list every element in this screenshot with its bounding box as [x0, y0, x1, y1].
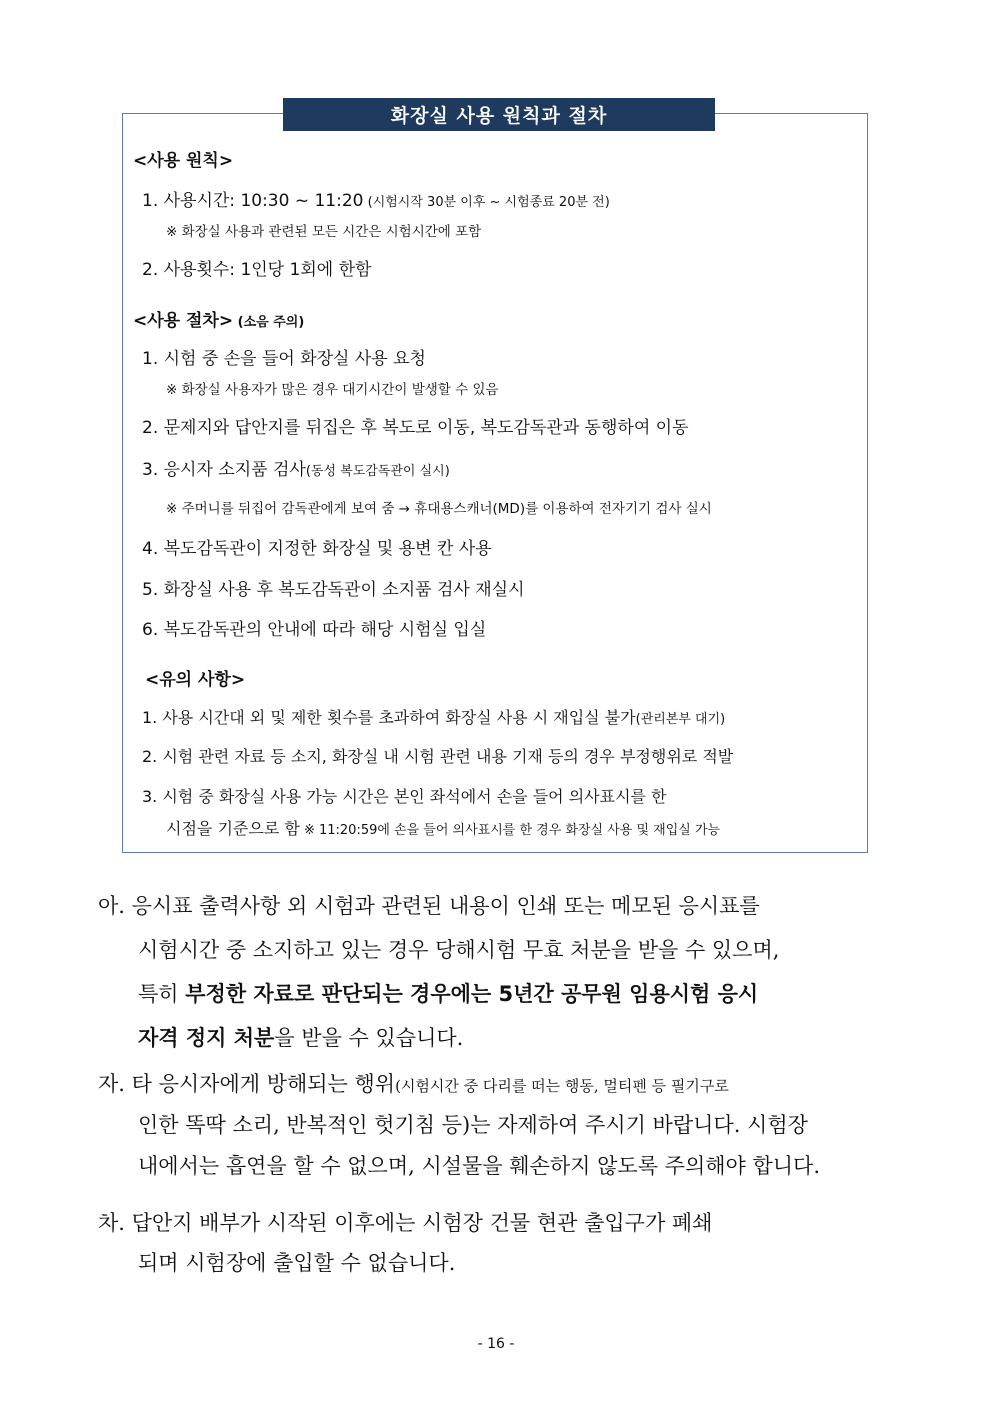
page-number: - 16 -: [477, 1336, 515, 1352]
procedure-item: 2. 문제지와 답안지를 뒤집은 후 복도로 이동, 복도감독관과 동행하여 이동: [142, 418, 689, 438]
box-title: 화장실 사용 원칙과 절차: [283, 98, 715, 131]
principles-heading: <사용 원칙>: [133, 151, 234, 171]
procedure-note: ※ 화장실 사용자가 많은 경우 대기시간이 발생할 수 있음: [166, 382, 499, 398]
caution-item: 2. 시험 관련 자료 등 소지, 화장실 내 시험 관련 내용 기재 등의 경우 부정행위로 적발: [142, 747, 734, 766]
caution-item-continued: 시점을 기준으로 함 ※ 11:20:59에 손을 들어 의사표시를 한 경우 화장실 사용 및 재입실 가능: [166, 819, 721, 838]
procedure-item: 1. 시험 중 손을 들어 화장실 사용 요청: [142, 349, 426, 369]
procedure-note: ※ 주머니를 뒤집어 감독관에게 보여 줌 → 휴대용스캐너(MD)를 이용하여 전자기기 검사 실시: [166, 501, 712, 517]
caution-item: 1. 사용 시간대 외 및 제한 횟수를 초과하여 화장실 사용 시 재입실 불가(관리본부 대기): [142, 708, 726, 727]
principle-item: 1. 사용시간: 10:30 ~ 11:20 (시험시작 30분 이후 ~ 시험종료 20분 전): [142, 191, 610, 211]
caution-item: 3. 시험 중 화장실 사용 가능 시간은 본인 좌석에서 손을 들어 의사표시를 한: [142, 787, 667, 806]
cautions-heading: <유의 사항>: [145, 670, 246, 690]
procedure-item: 6. 복도감독관의 안내에 따라 해당 시험실 입실: [142, 620, 487, 640]
procedure-item: 3. 응시자 소지품 검사(동성 복도감독관이 실시): [142, 460, 450, 480]
procedure-item: 5. 화장실 사용 후 복도감독관이 소지품 검사 재실시: [142, 580, 525, 600]
procedure-item: 4. 복도감독관이 지정한 화장실 및 용변 칸 사용: [142, 539, 492, 559]
procedure-heading: <사용 절차> (소음 주의): [133, 311, 305, 331]
principle-item: 2. 사용횟수: 1인당 1회에 한함: [142, 260, 372, 280]
principle-note: ※ 화장실 사용과 관련된 모든 시간은 시험시간에 포함: [166, 224, 482, 240]
